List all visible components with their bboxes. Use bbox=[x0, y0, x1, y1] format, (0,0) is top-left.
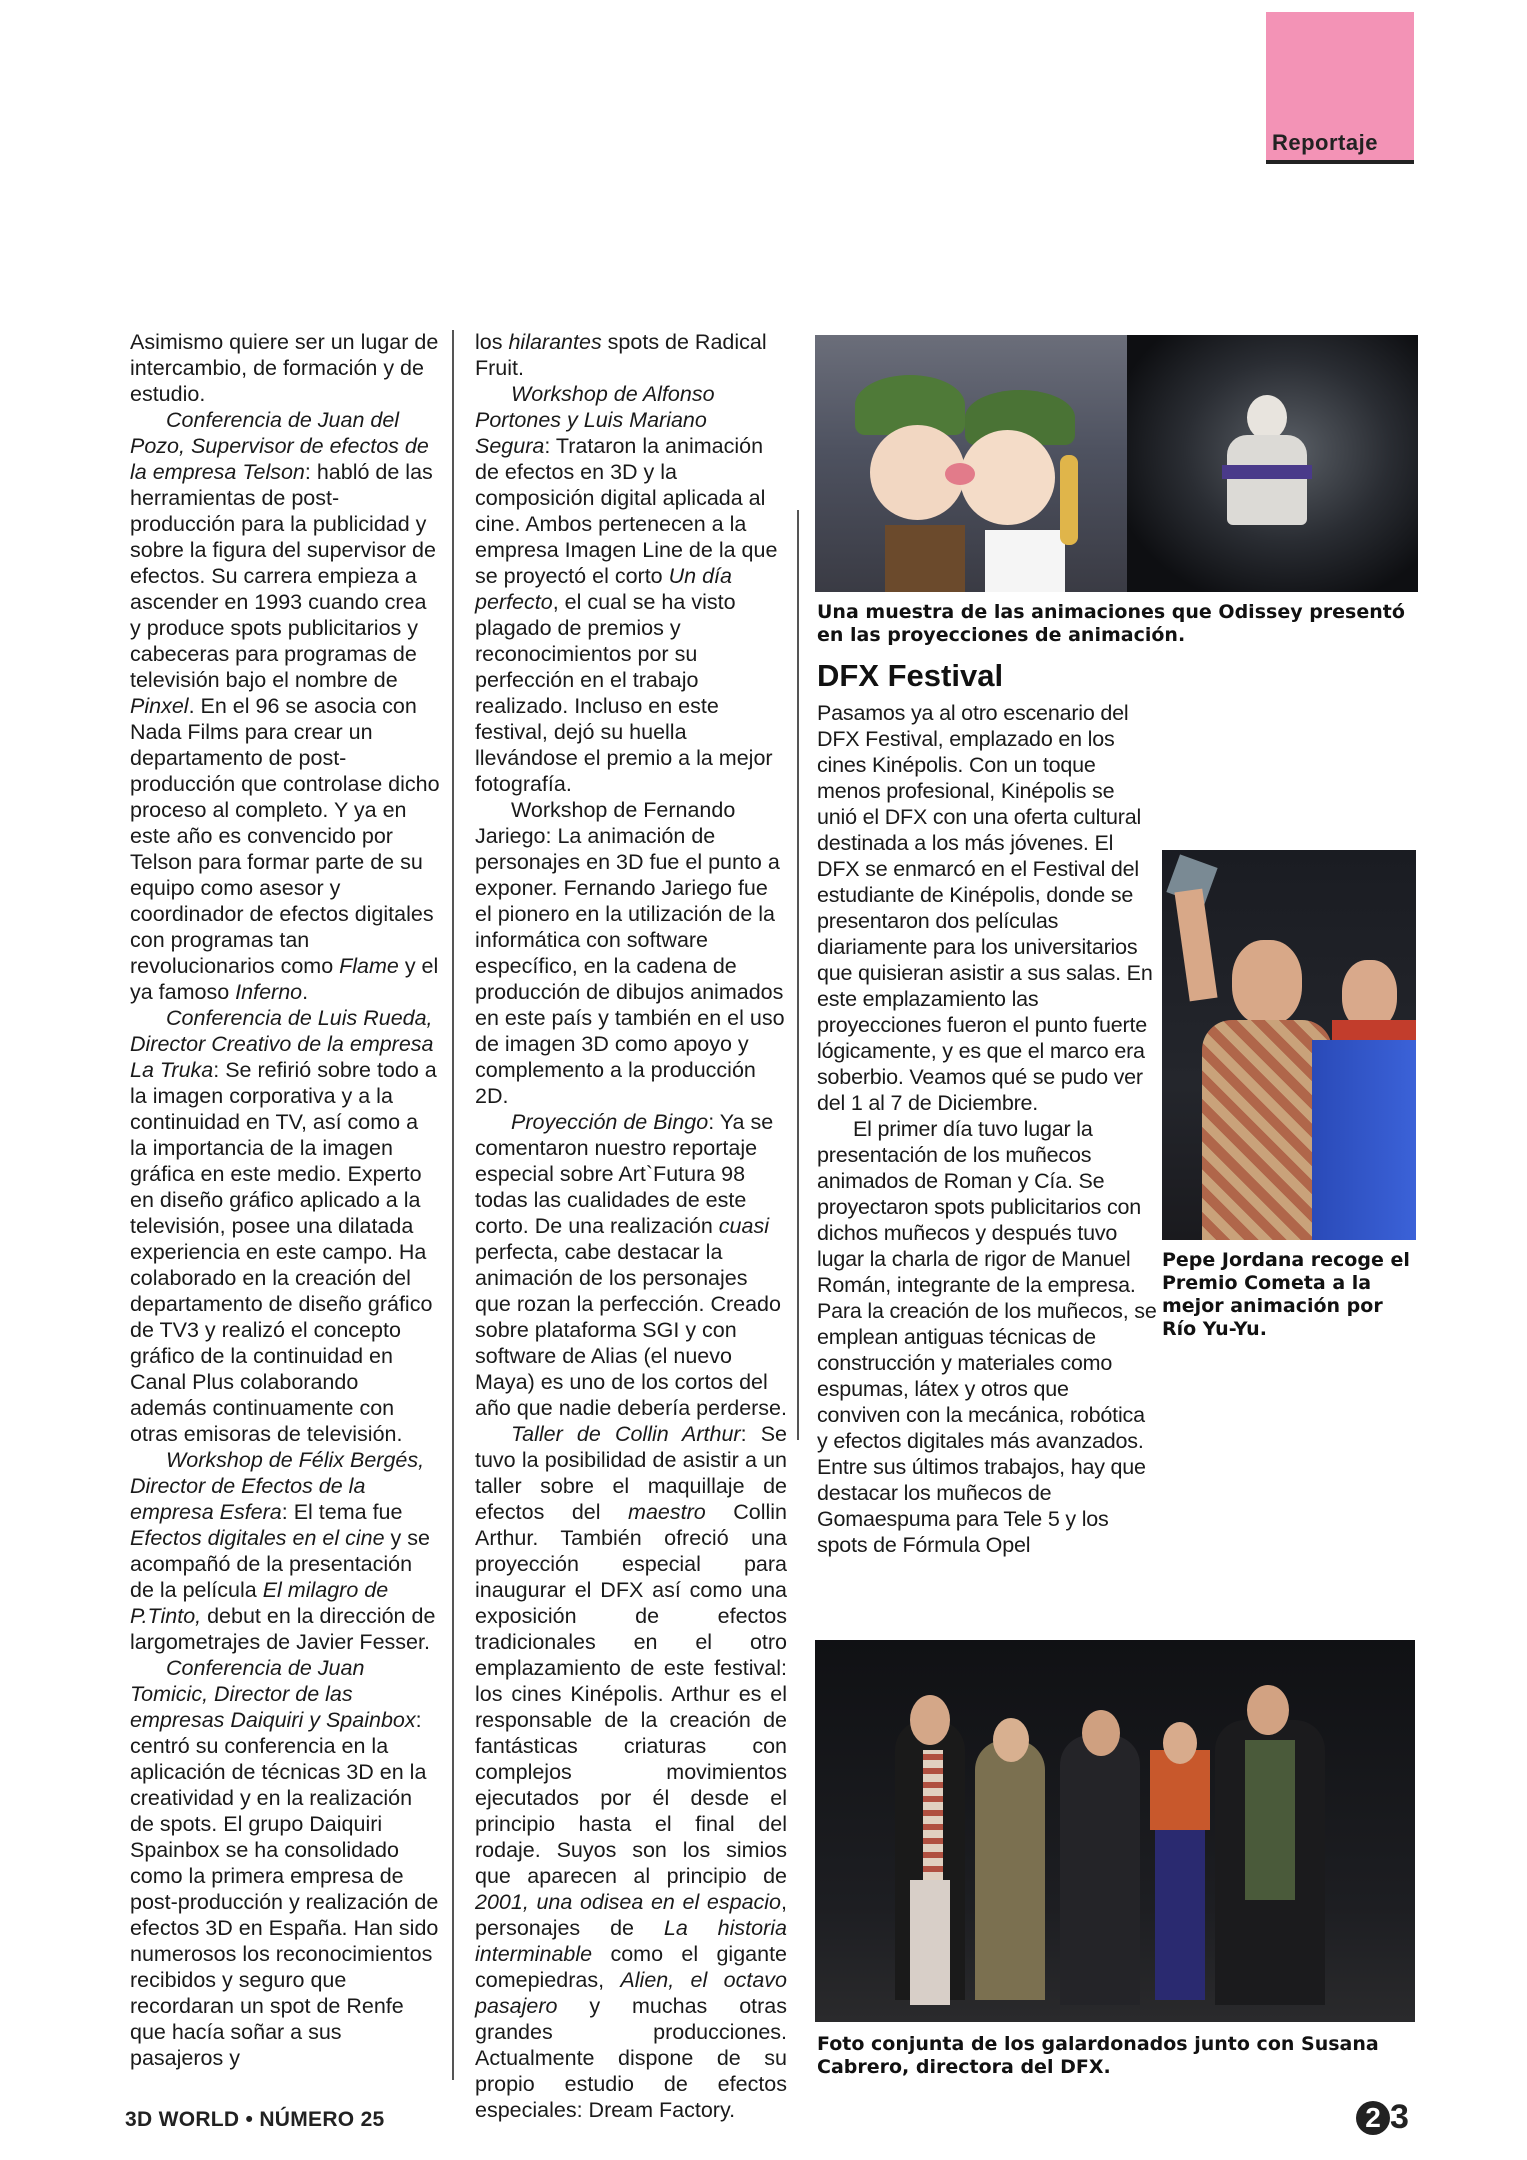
text-run: : Se tuvo la posibilidad de asistir a un taller sobre el maquillaje de efectos del bbox=[475, 1422, 787, 1524]
text-run: spots de Radical Fruit. bbox=[475, 330, 767, 380]
italic-text-run: Workshop de Alfonso Portones y Luis Mariano Segura bbox=[475, 382, 715, 458]
column-divider bbox=[797, 510, 799, 1440]
page-number-digit: 3 bbox=[1390, 2098, 1409, 2136]
italic-text-run: maestro bbox=[628, 1500, 706, 1524]
italic-text-run: Pinxel bbox=[130, 694, 189, 718]
text-run: : Trataron la animación de efectos en 3D y la composición digital aplicada al cine. Ambos pertenecen a la empresa Imagen Line de la que se proyectó el corto bbox=[475, 434, 778, 588]
paragraph bbox=[475, 329, 787, 381]
text-run: El primer día tuvo lugar la presentación de los muñecos animados de Roman y Cía. Se proyectaron spots publicitarios con dichos muñecos y después tuvo lugar la charla de rigor de Manuel Román, integrante de la empresa. Para la creación de los muñecos, se emplean antiguas técnicas de construcción y materiales como espumas, látex y otros que conviven con la mecánica, robótica y efectos digitales más avanzados. Entre sus últimos trabajos, hay que destacar los muñecos de Gomaespuma para Tele 5 y los spots de Fórmula Opel bbox=[817, 1117, 1157, 1557]
italic-text-run: Taller de Collin Arthur bbox=[511, 1422, 741, 1446]
text-run: Workshop de Fernando Jariego: La animación de personajes en 3D fue el punto a exponer. Fernando Jariego fue el pionero en la utilización de la informática con software específico, en la cadena de producción de dibujos animados en este país y también en el uso de imagen 3D como apoyo y complemento a la producción 2D. bbox=[475, 798, 785, 1108]
italic-text-run: Conferencia de Juan Tomicic, Director de las empresas Daiquiri y Spainbox bbox=[130, 1656, 416, 1732]
italic-text-run: Inferno bbox=[235, 980, 303, 1004]
paragraph bbox=[475, 1109, 787, 1421]
group-caption: Foto conjunta de los galardonados junto con Susana Cabrero, directora del DFX. bbox=[817, 2033, 1379, 2078]
group-photo bbox=[815, 1640, 1415, 2022]
page-number-circled-digit: 2 bbox=[1356, 2101, 1390, 2135]
italic-text-run: cuasi bbox=[718, 1214, 769, 1238]
italic-text-run: Alien, el octavo pasajero bbox=[475, 1968, 787, 2018]
section-label: Reportaje bbox=[1272, 130, 1378, 155]
text-run: y muchas otras grandes producciones. Actualmente dispone de su propio estudio de efectos especiales: Dream Factory. bbox=[475, 1994, 787, 2122]
paragraph bbox=[475, 797, 787, 1109]
text-run: Asimismo quiere ser un lugar de intercambio, de formación y de estudio. bbox=[130, 330, 439, 406]
paragraph bbox=[130, 1655, 440, 2071]
paragraph bbox=[817, 1116, 1157, 1558]
magazine-issue: 3D WORLD • NÚMERO 25 bbox=[125, 2108, 385, 2131]
kiss-animation-still bbox=[815, 335, 1127, 592]
text-run: : centró su conferencia en la aplicación de técnicas 3D en la creatividad y en la realización de spots. El grupo Daiquiri Spainbox se ha consolidado como la primera empresa de post-producción y realización de efectos 3D en España. Han sido numerosos los reconocimientos recibidos y seguro que recordaran un spot de Renfe que hacía soñar a sus pasajeros y bbox=[130, 1708, 439, 2070]
award-photo bbox=[1162, 850, 1416, 1240]
column-1 bbox=[130, 329, 440, 2071]
text-run: y el ya famoso bbox=[130, 954, 439, 1004]
text-run: . En el 96 se asocia con Nada Films para crear un departamento de post-producción que controlase dicho proceso al completo. Y ya en este año es convencido por Telson para formar parte de su equipo como asesor y coordinador de efectos digitales con programas tan revolucionarios como bbox=[130, 694, 440, 978]
italic-text-run: Flame bbox=[339, 954, 399, 978]
text-run: Pasamos ya al otro escenario del DFX Festival, emplazado en los cines Kinépolis. Con un toque menos profesional, Kinépolis se unió el DFX con una oferta cultural destinada a los más jóvenes. El DFX se enmarcó en el Festival del estudiante de Kinépolis, donde se presentaron dos películas diariamente para los universitarios que quisieran asistir a sus salas. En este emplazamiento las proyecciones fueron el punto fuerte lógicamente, y es que el marco era soberbio. Veamos qué se pudo ver del 1 al 7 de Diciembre. bbox=[817, 701, 1153, 1115]
italic-text-run: Proyección de Bingo bbox=[511, 1110, 709, 1134]
text-run: debut en la dirección de largometrajes de Javier Fesser. bbox=[130, 1604, 436, 1654]
italic-text-run: Un día perfecto bbox=[475, 564, 732, 614]
dfx-festival-heading: DFX Festival bbox=[817, 658, 1004, 693]
text-run: : habló de las herramientas de post-producción para la publicidad y sobre la figura del supervisor de efectos. Su carrera empieza a ascender en 1993 cuando crea y produce spots publicitarios y cabeceras para programas de televisión bajo el nombre de bbox=[130, 460, 436, 692]
paragraph bbox=[130, 1447, 440, 1655]
text-run: los bbox=[475, 330, 509, 354]
chef-animation-still bbox=[1127, 335, 1418, 592]
italic-text-run: Conferencia de Juan del Pozo, Supervisor de efectos de la empresa Telson bbox=[130, 408, 429, 484]
text-run: perfecta, cabe destacar la animación de los personajes que rozan la perfección. Creado sobre plataforma SGI y con software de Alias (el nuevo Maya) es uno de los cortos del año que nadie debería perderse. bbox=[475, 1240, 787, 1420]
award-caption: Pepe Jordana recoge el Premio Cometa a la mejor animación por Río Yu-Yu. bbox=[1162, 1249, 1410, 1340]
animations-caption: Una muestra de las animaciones que Odissey presentó en las proyecciones de animación. bbox=[817, 601, 1405, 646]
animation-stills-photo bbox=[815, 335, 1418, 592]
paragraph bbox=[475, 381, 787, 797]
section-tab bbox=[1266, 12, 1414, 160]
paragraph bbox=[475, 1421, 787, 2123]
paragraph bbox=[817, 700, 1157, 1116]
text-run: : El tema fue bbox=[281, 1500, 403, 1524]
paragraph bbox=[130, 407, 440, 1005]
paragraph bbox=[130, 329, 440, 407]
text-run: , el cual se ha visto plagado de premios y reconocimientos por su perfección en el trabajo realizado. Incluso en este festival, dejó su huella llevándose el premio a la mejor fotografía. bbox=[475, 590, 773, 796]
page-number bbox=[1356, 2098, 1409, 2137]
italic-text-run: Workshop de Félix Bergés, Director de Efectos de la empresa Esfera bbox=[130, 1448, 425, 1524]
text-run: : Ya se comentaron nuestro reportaje especial sobre Art`Futura 98 todas las cualidades de este corto. De una realización bbox=[475, 1110, 774, 1238]
text-run: : Se refirió sobre todo a la imagen corporativa y a la continuidad en TV, así como a la importancia de la imagen gráfica en este medio. Experto en diseño gráfico aplicado a la televisión, posee una dilatada experiencia en este campo. Ha colaborado en la creación del departamento de diseño gráfico de TV3 y realizó el concepto gráfico de la continuidad en Canal Plus colaborando además continuamente con otras emisoras de televisión. bbox=[130, 1058, 437, 1446]
column-2 bbox=[475, 329, 787, 2123]
text-run: , personajes de bbox=[475, 1890, 787, 1940]
italic-text-run: Efectos digitales en el cine bbox=[130, 1526, 385, 1550]
italic-text-run: 2001, una odisea en el espacio bbox=[475, 1890, 782, 1914]
italic-text-run: La historia interminable bbox=[475, 1916, 787, 1966]
column-divider bbox=[452, 330, 454, 2080]
text-run: . bbox=[302, 980, 309, 1004]
column-3 bbox=[817, 700, 1157, 1558]
section-underline bbox=[1266, 160, 1414, 164]
italic-text-run: hilarantes bbox=[508, 330, 602, 354]
text-run: como el gigante comepiedras, bbox=[475, 1942, 787, 1992]
text-run: y se acompañó de la presentación de la película bbox=[130, 1526, 430, 1602]
text-run: Collin Arthur. También ofreció una proyección especial para inaugurar el DFX así como una exposición de efectos tradicionales en el otro emplazamiento de este festival: los cines Kinépolis. Arthur es el responsable de la creación de fantásticas criaturas con complejos movimientos ejecutados por él desde el principio hasta el final del rodaje. Suyos son los simios que aparecen al principio de bbox=[475, 1500, 787, 1888]
italic-text-run: Conferencia de Luis Rueda, Director Creativo de la empresa La Truka bbox=[130, 1006, 434, 1082]
italic-text-run: El milagro de P.Tinto, bbox=[130, 1578, 389, 1628]
paragraph bbox=[130, 1005, 440, 1447]
